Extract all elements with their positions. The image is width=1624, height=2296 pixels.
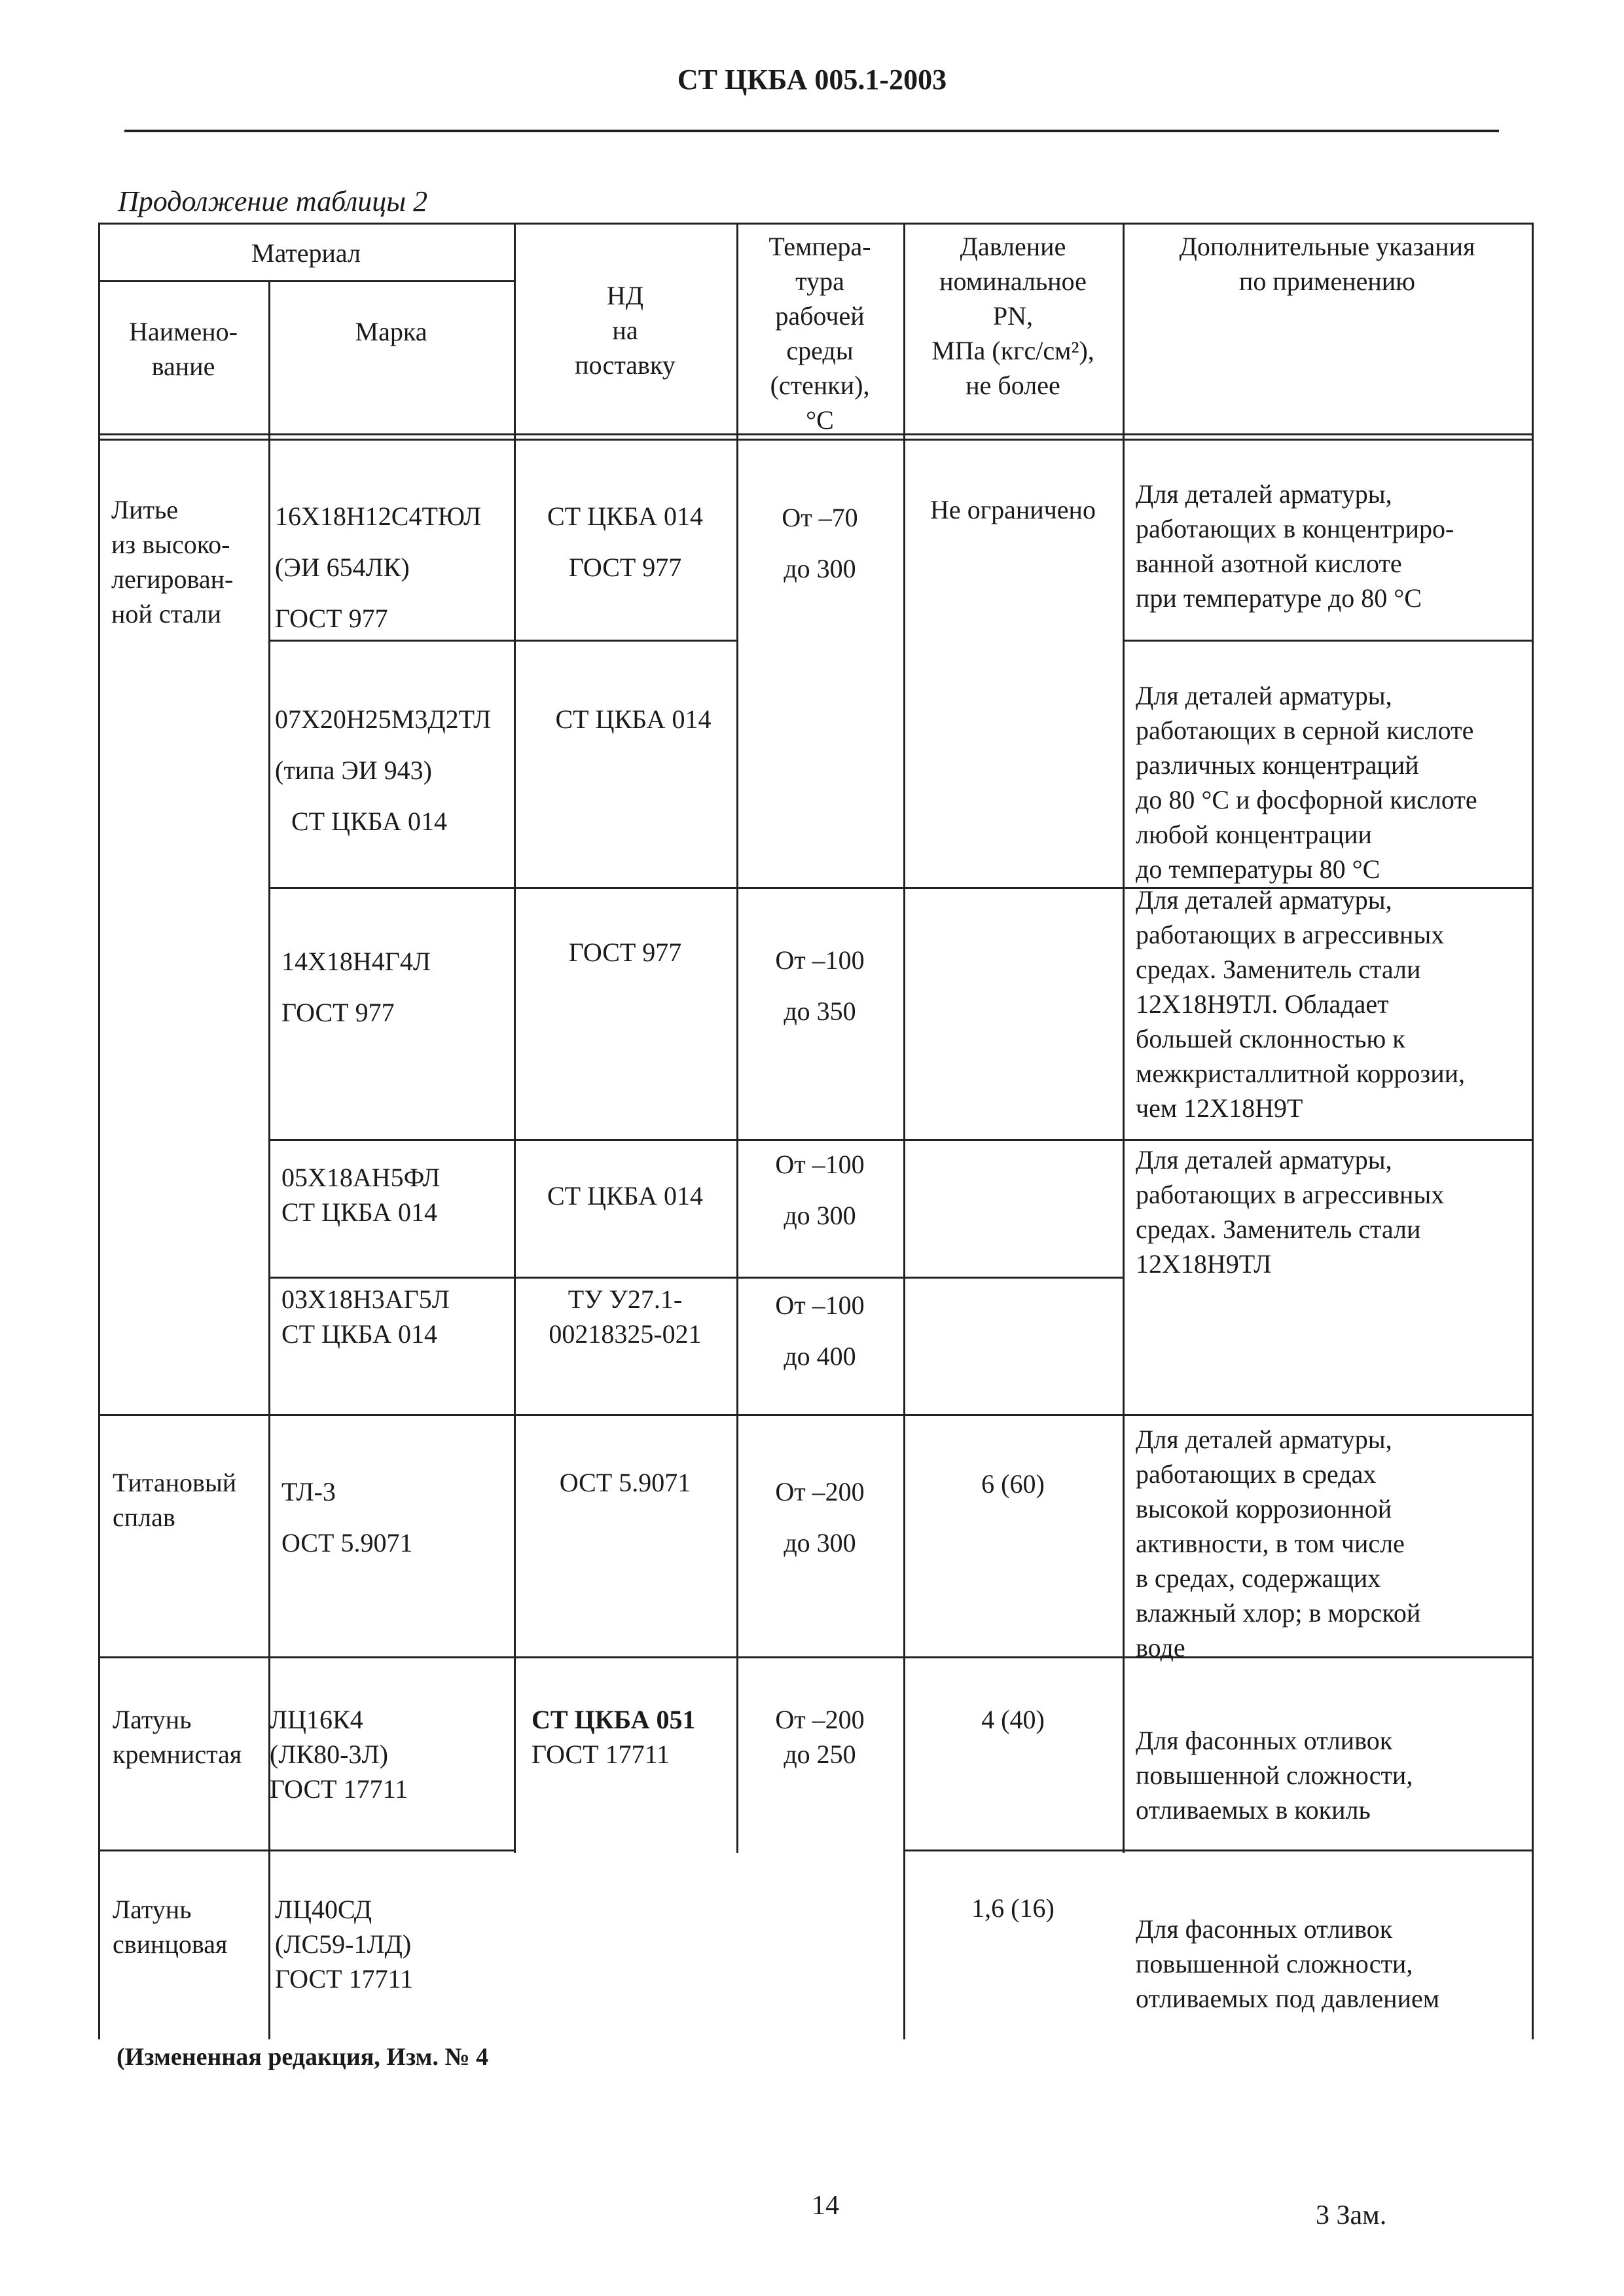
row4-grade: 05Х18АН5ФЛ СТ ЦКБА 014 bbox=[281, 1163, 441, 1227]
header-temperature: Темпера- тура рабочей среды (стенки), °С bbox=[768, 232, 871, 435]
header-notes: Дополнительные указания по применению bbox=[1179, 232, 1475, 296]
row5-nd: ТУ У27.1- 00218325-021 bbox=[549, 1285, 702, 1349]
header-rule bbox=[124, 130, 1499, 132]
row-rule bbox=[268, 1277, 1123, 1279]
row3-nd: ГОСТ 977 bbox=[568, 938, 682, 967]
row6-pressure: 6 (60) bbox=[981, 1469, 1045, 1499]
page-number: 14 bbox=[812, 2191, 839, 2221]
header-nd: НД на поставку bbox=[575, 281, 676, 380]
row8-notes: Для фасонных отливок повышенной сложности, отливаемых под давлением bbox=[1136, 1914, 1440, 2013]
amendment-footnote: (Измененная редакция, Изм. № 4 bbox=[117, 2043, 489, 2071]
table-caption: Продолжение таблицы 2 bbox=[118, 185, 428, 217]
row6-name: Титановый сплав bbox=[113, 1468, 237, 1532]
row1-name: Литье из высоко- легирован- ной стали bbox=[111, 495, 234, 629]
row4-temp: От –100 до 300 bbox=[775, 1150, 865, 1230]
row6-nd: ОСТ 5.9071 bbox=[559, 1468, 691, 1497]
row3-notes: Для деталей арматуры, работающих в агрессивных средах. Заменитель стали 12Х18Н9ТЛ. Обладает большей склонностью к межкристаллитной коррозии, чем 12Х18Н9Т bbox=[1136, 885, 1466, 1123]
row2-grade: 07Х20Н25М3Д2ТЛ (типа ЭИ 943) СТ ЦКБА 014 bbox=[275, 704, 492, 836]
row7-notes: Для фасонных отливок повышенной сложности, отливаемых в кокиль bbox=[1136, 1726, 1413, 1825]
row5-temp: От –100 до 400 bbox=[775, 1290, 865, 1371]
row7-pressure: 4 (40) bbox=[981, 1705, 1045, 1734]
material-group-rule bbox=[98, 280, 514, 282]
row4-notes: Для деталей арматуры, работающих в агрессивных средах. Заменитель стали 12Х18Н9ТЛ bbox=[1136, 1145, 1445, 1279]
row2-notes: Для деталей арматуры, работающих в серной кислоте различных концентраций до 80 °С и фосфорной кислоте любой концентрации до температуры 80 °С bbox=[1136, 681, 1477, 884]
table-right-border bbox=[1532, 223, 1534, 2039]
row7-name: Латунь кремнистая bbox=[113, 1705, 242, 1769]
header-grade: Марка bbox=[355, 317, 427, 346]
header-pressure: Давление номинальное PN, МПа (кгс/см²), не более bbox=[931, 232, 1094, 400]
row1-temp: От –70 до 300 bbox=[782, 503, 858, 583]
row1-grade: 16Х18Н12С4ТЮЛ (ЭИ 654ЛК) ГОСТ 977 bbox=[275, 501, 482, 633]
document-header: СТ ЦКБА 005.1-2003 bbox=[677, 64, 947, 96]
row7-nd: СТ ЦКБА 051 ГОСТ 17711 bbox=[532, 1705, 696, 1769]
row4-nd: СТ ЦКБА 014 bbox=[547, 1181, 703, 1211]
row1-pressure: Не ограничено bbox=[930, 495, 1096, 524]
row1-notes: Для деталей арматуры, работающих в концентриро- ванной азотной кислоте при температуре до 80 °С bbox=[1136, 479, 1454, 613]
column-rule bbox=[736, 223, 738, 1853]
header-material: Материал bbox=[251, 238, 361, 268]
row3-temp: От –100 до 350 bbox=[775, 945, 865, 1026]
row2-nd: СТ ЦКБА 014 bbox=[555, 704, 712, 734]
row3-grade: 14Х18Н4Г4Л ГОСТ 977 bbox=[281, 947, 431, 1027]
row-rule bbox=[98, 1414, 1532, 1416]
row6-temp: От –200 до 300 bbox=[775, 1477, 865, 1558]
column-rule bbox=[514, 223, 516, 1853]
row-rule bbox=[98, 1850, 514, 1851]
row8-grade: ЛЦ40СД (ЛС59-1ЛД) ГОСТ 17711 bbox=[275, 1895, 414, 1994]
row7-grade: ЛЦ16К4 (ЛК80-3Л) ГОСТ 17711 bbox=[270, 1705, 408, 1804]
row-rule bbox=[1123, 640, 1532, 642]
table-left-border bbox=[98, 223, 100, 2039]
row1-nd: СТ ЦКБА 014 ГОСТ 977 bbox=[547, 501, 703, 582]
table-top-border bbox=[98, 223, 1532, 225]
header-name: Наимено- вание bbox=[129, 317, 238, 381]
row6-notes: Для деталей арматуры, работающих в средах высокой коррозионной активности, в том числе в средах, содержащих влажный хлор; в морской воде bbox=[1136, 1425, 1421, 1662]
row5-grade: 03Х18Н3АГ5Л СТ ЦКБА 014 bbox=[281, 1285, 450, 1349]
row8-pressure: 1,6 (16) bbox=[971, 1893, 1055, 1923]
page-amendment: 3 Зам. bbox=[1316, 2200, 1387, 2231]
row8-name: Латунь свинцовая bbox=[113, 1895, 228, 1959]
row7-temp: От –200 до 250 bbox=[775, 1705, 865, 1769]
row-rule bbox=[903, 1850, 1532, 1851]
column-rule bbox=[1123, 223, 1125, 1853]
row6-grade: ТЛ-3 ОСТ 5.9071 bbox=[281, 1477, 413, 1558]
header-bottom-rule-double bbox=[98, 439, 1532, 441]
